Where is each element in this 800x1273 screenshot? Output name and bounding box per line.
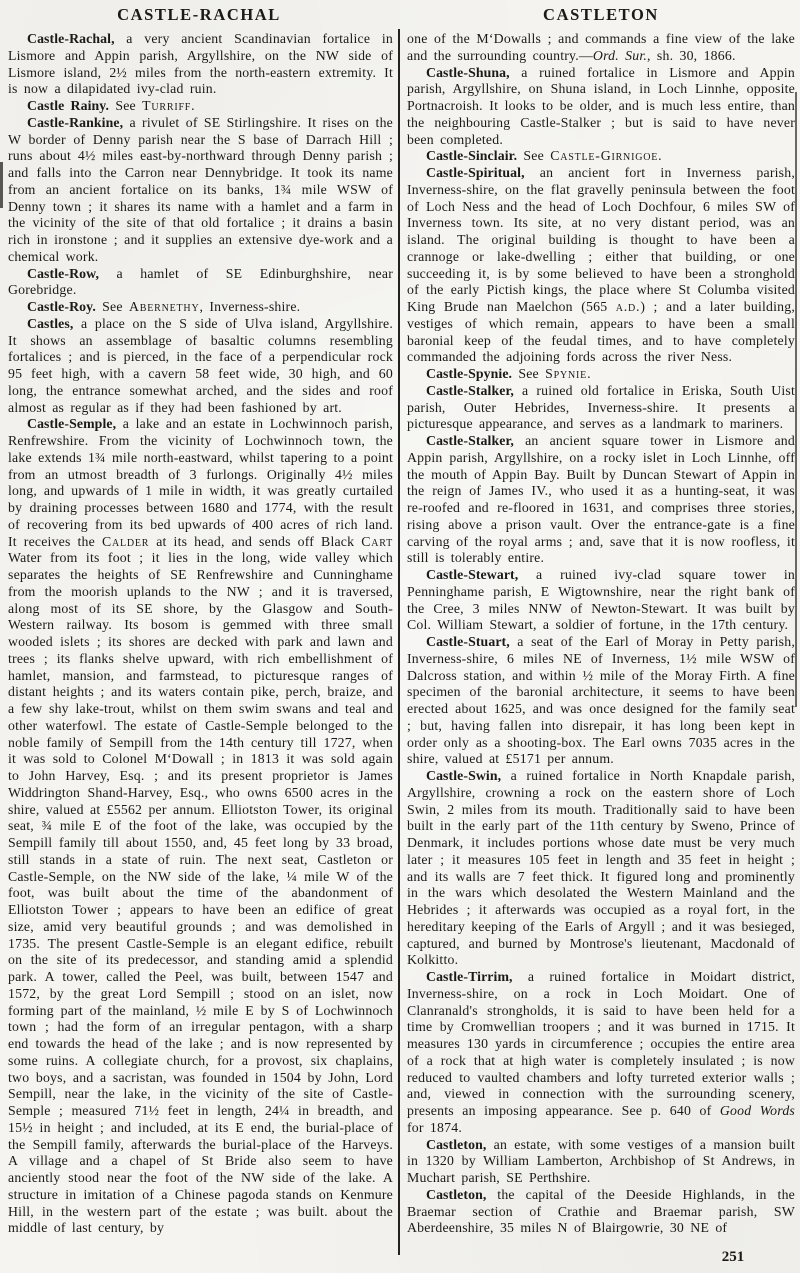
entry-paragraph bbox=[407, 165, 795, 366]
entry-title: Castle-Rankine, bbox=[27, 114, 124, 130]
text-run: Good Words bbox=[719, 1103, 795, 1118]
entry-paragraph bbox=[407, 433, 795, 567]
entry-title: Castleton, bbox=[426, 1186, 487, 1202]
entry-paragraph bbox=[8, 98, 393, 115]
entry-paragraph bbox=[407, 1187, 795, 1237]
text-run: See bbox=[517, 148, 551, 164]
running-head-left: CASTLE-RACHAL bbox=[117, 5, 281, 24]
text-run: a seat of the Earl of Moray in Petty parish, Inverness-shire, 6 miles NE of Inverness, 1½ mile WSW of Dalcross station, and within ½ mile of the Moray Firth. A fine specimen of the baronial architecture, it seems to have been erected about 1625, and was once designed for the family seat ; but, having fallen into disrepair, it has long been kept in order only as a shooting-box. The Earl owns 7035 acres in the shire, valued at £5171 per annum. bbox=[407, 634, 795, 767]
text-column-right bbox=[407, 31, 795, 1255]
text-run: Spynie bbox=[545, 366, 588, 381]
text-run: Calder bbox=[101, 533, 150, 549]
text-run: for 1874. bbox=[407, 1119, 462, 1135]
scan-smudge bbox=[0, 162, 3, 208]
text-run: Castle-Girnigoe bbox=[550, 148, 659, 164]
text-run: a lake and an estate in Lochwinnoch parish, Renfrewshire. From the vicinity of Lochwinnoch town, the lake extends 1¾ mile north-eastward, whilst tapering to a point from an utmost breadth of 3 furlongs. Originally 4½ miles long, and upwards of 1 mile in width, it was greatly curtailed by draining processes between 1680 and 1774, with the result of recovering from its bed upwards of 400 acres of rich land. It receives the bbox=[8, 416, 393, 549]
entry-title: Castle Rainy. bbox=[27, 98, 110, 113]
entry-title: Castle-Spiritual, bbox=[426, 165, 525, 180]
text-run: a hamlet of SE Edinburghshire, near Gorebridge. bbox=[8, 265, 393, 298]
text-run: Ord. Sur. bbox=[592, 47, 648, 63]
entry-paragraph bbox=[8, 115, 393, 266]
text-run: a place on the S side of Ulva island, Argyllshire. It shows an assemblage of basaltic columns resembling fortalices ; and is pierced, in the face of a perpendicular rock 95 feet high, with a cavern 58 feet wide, 30 high, and 60 long, the entrance somewhat arched, and the sides and roof almost as regular as if they had been fashioned by art. bbox=[8, 315, 393, 415]
text-run: a ruined fortalice in North Knapdale parish, Argyllshire, crowning a rock on the eastern shore of Loch Swin, 2 miles from its mouth. Traditionally said to have been built in the early part of the 11th century by Sweno, Prince of Denmark, it includes portions whose date must be very much later ; it measures 105 feet in length and 35 feet in height ; and its walls are 7 feet thick. It figured long and prominently in the wars which desolated the Western Mainland and the Hebrides ; it afterwards was occupied as a royal fort, in the hereditary keeping of the Earls of Argyll ; and it was besieged, captured, and burned by Montrose's lieutenant, Macdonald of Kolkitto. bbox=[407, 768, 795, 968]
entry-title: Castles, bbox=[27, 315, 74, 331]
entry-paragraph bbox=[407, 969, 795, 1137]
entry-paragraph bbox=[407, 567, 795, 634]
entry-title: Castle-Roy. bbox=[27, 299, 96, 314]
entry-title: Castle-Semple, bbox=[27, 416, 117, 432]
entry-paragraph bbox=[8, 299, 393, 316]
entry-title: Castle-Sinclair. bbox=[426, 148, 518, 164]
entry-paragraph bbox=[407, 148, 795, 165]
text-run: See bbox=[95, 299, 129, 314]
text-run: a ruined old fortalice in Eriska, South Uist parish, Outer Hebrides, Inverness-shire. It presents a picturesque appearance, and serves as a landmark to mariners. bbox=[407, 382, 795, 432]
entry-title: Castle-Row, bbox=[27, 265, 99, 281]
text-run: ) ; and a later building, vestiges of which remain, appears to have been a small baronial keep of the feudal times, and to have completely commanded the adjoining fords across the river Ness. bbox=[407, 299, 795, 365]
text-run: an ancient fort in Inverness parish, Inverness-shire, on the flat gravelly peninsula between the foot of Loch Ness and the head of Loch Dochfour, 6 miles SW of Inverness town. Its site, at no very distant period, was an island. The original building is thought to have been a crannoge or lake-dwelling ; either that building, or one succeeding it, is by some believed to have been a stronghold of the early Pictish kings, the place where St Columba visited King Brude nan Maelchon (565 bbox=[407, 165, 795, 314]
entry-title: Castle-Stewart, bbox=[426, 567, 519, 582]
text-column-left bbox=[8, 31, 393, 1255]
entry-paragraph bbox=[8, 316, 393, 417]
text-run: the capital of the Deeside Highlands, in the Braemar section of Crathie and Braemar parish, SW Aberdeenshire, 35 miles N of Blairgowrie, 30 NE of bbox=[407, 1186, 795, 1236]
text-run: Abernethy bbox=[128, 299, 200, 314]
entry-paragraph bbox=[407, 383, 795, 433]
entry-paragraph bbox=[407, 366, 795, 383]
text-run: See bbox=[512, 366, 546, 381]
entry-title: Castle-Stalker, bbox=[426, 433, 514, 448]
entry-title: Castleton, bbox=[426, 1136, 487, 1152]
page-edge-scan-line bbox=[795, 92, 797, 707]
entry-paragraph bbox=[407, 768, 795, 969]
entry-title: Castle-Rachal, bbox=[27, 31, 115, 46]
text-run: , Inverness-shire. bbox=[199, 299, 301, 314]
text-run: a rivulet of SE Stirlingshire. It rises on the W border of Denny parish near the S base of Darrach Hill ; runs about 4½ miles east-by-northward through Denny parish ; and falls into the Carron near Dennybridge. It took its name from an ancient fortalice on its banks, 1¾ mile WSW of Denny town ; it shares its name with a hamlet and a farm in the vicinity of the site of that old fortalice ; it drains a basin rich in ironstone ; and it supplies an extensive dye-work and a chemical work. bbox=[8, 114, 393, 264]
text-run: a very ancient Scandinavian fortalice in Lismore and Appin parish, Argyllshire, on the NW side of Lismore island, 2½ miles from the north-eastern extremity. It is now a dilapidated ivy-clad ruin. bbox=[8, 31, 393, 97]
text-run: a ruined fortalice in Lismore and Appin parish, Argyllshire, on Shuna island, in Loch Linnhe, opposite Portnacroish. It looks to be older, and is much less entire, than the neighbouring Castle-Stalker ; but is said to have never been completed. bbox=[407, 64, 795, 147]
entry-title: Castle-Tirrim, bbox=[426, 969, 513, 984]
entry-title: Castle-Spynie. bbox=[426, 366, 513, 381]
text-run: a ruined fortalice in Moidart district, Inverness-shire, on a rock in Loch Moidart. One of Clanranald's strongholds, it is said to have been held for a time by Cromwellian troopers ; and it was burned in 1715. It measures 130 yards in circumference ; occupies the entire area of a rock that at high water is completely insulated ; is now reduced to vaulted chambers and lofty turreted exterior walls ; and, viewed in connection with the surrounding scenery, presents an imposing appearance. See p. 640 of bbox=[407, 969, 795, 1118]
text-run: at its head, and sends off Black bbox=[149, 533, 362, 549]
entry-paragraph bbox=[407, 65, 795, 149]
entry-paragraph bbox=[407, 1137, 795, 1187]
entry-paragraph bbox=[407, 634, 795, 768]
text-run: a ruined ivy-clad square tower in Penninghame parish, E Wigtownshire, near the right bank of the Cree, 3 miles NNW of Newton-Stewart. It was built by Col. William Stewart, a soldier of fortune, in the 17th century. bbox=[407, 567, 795, 633]
text-run: . bbox=[587, 366, 591, 381]
text-run: See bbox=[109, 98, 143, 113]
text-run: Water from its foot ; it lies in the long, wide valley which separates the heights of SE Renfrewshire and Cunninghame from the moorish uplands to the NW ; and it is traversed, along most of its SE shore, by the Glasgow and South-Western railway. Its bosom is gemmed with three small wooded islets ; its shores are decked with park and lawn and trees ; its flanks shelve upward, with rich embellishment of hamlet, mansion, and farmstead, to picturesque ranges of distant heights ; and its waters contain pike, perch, braize, and a few shy lake-trout, whilst on them swim swans and teal and other waterfowl. The estate of Castle-Semple belonged to the noble family of Sempill from the 14th century till 1727, when it was sold to Colonel M‘Dowall ; in 1813 it was sold again to John Harvey, Esq. ; and its present proprietor is James Widdrington Shand-Harvey, Esq., who owns 6500 acres in the shire, valued at £5562 per annum. Elliotston Tower, its original seat, ¾ mile E of the foot of the lake, was occupied by the Sempill family till about 1550, and, 45 feet long by 33 broad, still stands in a state of ruin. The next seat, Castleton or Castle-Semple, on the NW side of the lake, ¼ mile W of the foot, was built about the time of the abandonment of Elliotston Tower ; appears to have been an edifice of great size, amid very beautiful grounds ; and was demolished in 1735. The present Castle-Semple is an elegant edifice, rebuilt on the site of its predecessor, and standing amid a splendid park. A tower, called the Peel, was built, between 1547 and 1572, by the great Lord Sempill ; stood on an islet, now forming part of the mainland, ½ mile E by S of Lochwinnoch town ; had the form of an irregular pentagon, with a sharp end towards the head of the lake ; and is now represented by some ruins. A collegiate church, for a provost, six chaplains, two boys, and a sacristan, was founded in 1504 by John, Lord Sempill, near the lake, in the vicinity of the site of Castle-Semple ; measured 71½ feet in length, 24¼ in breadth, and 15½ in height ; and included, at its E end, the burial-place of the Sempill family, afterwards the burial-place of the Harveys. A village and a chapel of St Bride also seem to have anciently stood near the foot of the NW side of the lake. A structure in imitation of a Chinese pagoda stands on Kenmure Hill, in the western part of the estate ; was built. about the middle of last century, by bbox=[8, 550, 393, 1236]
entry-title: Castle-Stuart, bbox=[426, 634, 510, 649]
entry-paragraph bbox=[8, 266, 393, 300]
entry-paragraph bbox=[8, 31, 393, 98]
entry-paragraph bbox=[8, 416, 393, 1237]
text-run: . bbox=[191, 98, 195, 113]
text-run: , sh. 30, 1866. bbox=[647, 47, 736, 63]
text-run: Turriff bbox=[142, 98, 192, 113]
column-divider-rule bbox=[398, 29, 400, 1255]
entry-title: Castle-Stalker, bbox=[426, 382, 514, 398]
text-run: one of the M‘Dowalls ; and commands a fine view of the lake and the surrounding country.— bbox=[407, 31, 795, 63]
text-run: an estate, with some vestiges of a mansion built in 1320 by William Lamberton, Archbishop of St Andrews, in Muchart parish, SE Perthshire. bbox=[407, 1136, 795, 1185]
entry-title: Castle-Shuna, bbox=[426, 64, 510, 80]
entry-paragraph bbox=[407, 31, 795, 65]
text-run: a.d. bbox=[615, 299, 641, 314]
page-number: 251 bbox=[721, 1249, 745, 1265]
running-head-right: CASTLETON bbox=[543, 5, 659, 24]
text-run: Cart bbox=[361, 533, 393, 549]
text-run: . bbox=[658, 148, 662, 164]
text-run: an ancient square tower in Lismore and Appin parish, Argyllshire, on a rocky islet in Loch Linnhe, off the mouth of Appin Bay. Built by Duncan Stewart of Appin in the reign of James IV., who used it as a hunting-seat, it was re-roofed and re-floored in 1631, and comprises three stories, rising above a prison vault. Over the entrance-gate is a fine carving of the royal arms ; and, save that it is now roofless, it still is tolerably entire. bbox=[407, 433, 795, 566]
entry-title: Castle-Swin, bbox=[426, 768, 502, 783]
